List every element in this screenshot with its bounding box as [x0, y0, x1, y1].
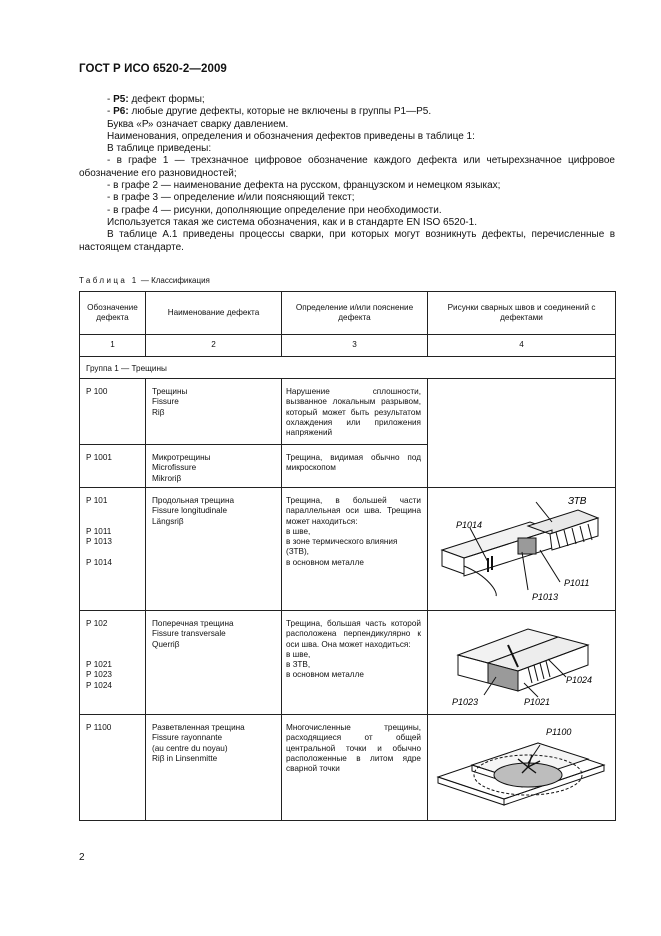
- radiating-crack-drawing: [428, 715, 614, 819]
- defect-definition: Трещина, большая часть которой расположена перпендикулярно к оси шва. Она может находиться: в шве, в ЗТВ, в основном металле: [282, 611, 428, 715]
- fig-label: P1011: [564, 578, 590, 588]
- defect-code: Р 1001: [80, 445, 146, 488]
- column-header: Рисунки сварных швов и соединений с дефектами: [428, 292, 616, 335]
- defect-definition: Трещина, видимая обычно под микроскопом: [282, 445, 428, 488]
- intro-list-item: - в графе 2 — наименование дефекта на русском, французском и немецком языках;: [107, 180, 501, 192]
- intro-item-p6: - Р6: любые другие дефекты, которые не включены в группы Р1—Р5.: [107, 106, 432, 118]
- page-number: 2: [79, 852, 85, 863]
- defect-name: Поперечная трещина Fissure transversale Querriβ: [146, 611, 282, 715]
- document-header: ГОСТ Р ИСО 6520-2—2009: [79, 63, 227, 75]
- transverse-crack-drawing: [428, 611, 614, 713]
- column-number: 1: [80, 335, 146, 357]
- figure-transverse-crack: [428, 611, 616, 715]
- intro-list-item: - в графе 3 — определение и/или поясняющий текст;: [107, 192, 355, 204]
- group-row: [80, 357, 616, 379]
- defect-definition: Нарушение сплошности, вызванное локальным разрывом, который может быть результатом охлаждения или приложения напряжений: [282, 379, 428, 445]
- column-number: 3: [282, 335, 428, 357]
- intro-paragraph: В таблице А.1 приведены процессы сварки, при которых могут возникнуть дефекты, перечисленные в настоящем стандарте.: [79, 229, 615, 253]
- intro-paragraph: В таблице приведены:: [107, 143, 212, 155]
- column-number: 2: [146, 335, 282, 357]
- intro-text: [79, 94, 615, 254]
- defect-definition: Многочисленные трещины, расходящиеся от общей центральной точки и обычно расположенные в литом ядре сварной точки: [282, 715, 428, 821]
- figure-longitudinal-crack: [428, 488, 616, 611]
- intro-list-item: - в графе 1 — трехзначное цифровое обозначение каждого дефекта или четырехзначное цифровое обозначение его разновидностей;: [79, 155, 615, 179]
- fig-label: P1013: [532, 592, 559, 602]
- fig-label: P1024: [566, 675, 593, 685]
- defect-code: Р 102 Р 1021 Р 1023 Р 1024: [80, 611, 146, 715]
- fig-label: P1100: [546, 727, 572, 737]
- table-row: [80, 379, 616, 445]
- column-header: Наименование дефекта: [146, 292, 282, 335]
- defect-name: Продольная трещина Fissure longitudinale Längsriβ: [146, 488, 282, 611]
- column-number: 4: [428, 335, 616, 357]
- defect-code: Р 1100: [80, 715, 146, 821]
- table-row: [80, 715, 616, 821]
- defect-definition: Трещина, в большей части параллельная оси шва. Трещина может находиться: в шве, в зоне термического влияния (ЗТВ), в основном металле: [282, 488, 428, 611]
- defect-code: Р 101 Р 1011 Р 1013 Р 1014: [80, 488, 146, 611]
- intro-paragraph: Наименования, определения и обозначения дефектов приведены в таблице 1:: [107, 130, 475, 142]
- fig-label: P1021: [524, 697, 551, 707]
- defect-name: Трещины Fissure Riβ: [146, 379, 282, 445]
- intro-paragraph: Используется такая же система обозначения, как и в стандарте EN ISO 6520-1.: [107, 216, 477, 228]
- longitudinal-crack-drawing: [428, 488, 614, 608]
- table-caption: Таблица 1 — Классификация: [79, 276, 210, 285]
- fig-label: P1014: [456, 520, 483, 530]
- group-title: Группа 1 — Трещины: [80, 357, 616, 379]
- intro-item-p5: - Р5: дефект формы;: [107, 94, 205, 105]
- intro-paragraph: Буква «Р» означает сварку давлением.: [107, 118, 289, 130]
- fig-zone-label: ЗТВ: [568, 496, 587, 507]
- table-row: [80, 488, 616, 611]
- table-header-row: [80, 292, 616, 335]
- defect-code: Р 100: [80, 379, 146, 445]
- column-number-row: [80, 335, 616, 357]
- column-header: Определение и/или пояснение дефекта: [282, 292, 428, 335]
- intro-list-item: - в графе 4 — рисунки, дополняющие определение при необходимости.: [107, 204, 442, 216]
- figure-radiating-crack: [428, 715, 616, 821]
- column-header: Обозначение дефекта: [80, 292, 146, 335]
- classification-table: [79, 291, 616, 821]
- defect-name: Разветвленная трещина Fissure rayonnante (au centre du noyau) Riβ in Linsenmitte: [146, 715, 282, 821]
- defect-name: Микротрещины Microfissure Mikroriβ: [146, 445, 282, 488]
- table-row: [80, 611, 616, 715]
- fig-label: P1023: [452, 697, 479, 707]
- figure-cell-empty: [428, 379, 616, 488]
